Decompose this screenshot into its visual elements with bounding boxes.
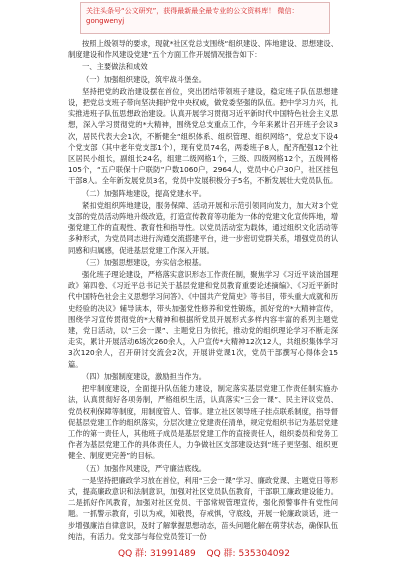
promo-banner <box>80 2 330 34</box>
intro-paragraph: 按照上级领导的要求，现就*社区党总支围绕“组织建设、阵地建设、思想建设、制度建设和作风建设党建”五个方面工作开展情况报告如下： <box>68 39 338 60</box>
item-title: （二）加强阵地建设，提高党建水平。 <box>82 188 207 198</box>
qq-group-2: QQ 群: 535304092 <box>206 549 290 559</box>
item-title: （一）加强组织建设，筑牢战斗堡垒。 <box>82 74 207 84</box>
item-title: （三）加强思想建设，夯实信念根基。 <box>82 257 207 267</box>
promo-banner-text: 关注头条号“公文研究”，获得最新最全最专业的公文资料库！ 微信：gongwenyj <box>86 7 299 25</box>
item-body: 把牢制度建设，全面提升队伍能力建设，制定落实基层党建工作责任制实施办法，认真贯彻好各项务制，严格组织生活，认真落实“三会一课”、民主评议党员、党员权利保障等制度，用制度管人、管事。建立社区领导班子挂点联系制度，指导督促基层党建工作的组织落实，分层次建立党建责任清单，规定党组织书记为基层党建工作的第一责任人，其他班子成员是基层党建工作的直接责任人，组织委员和党务工作者为基层党建工作的具体责任人，力争做社区支部建设达到“班子更坚强、组织更健全、制度更完善”的目标。 <box>68 384 338 461</box>
item-title: （四）加强制度建设，激励担当作为。 <box>82 371 207 381</box>
item-body: 强化班子理论建设，严格落实意识形态工作责任制，聚焦学习《习近平谈治国理政》第四卷、《习近平总书记关于基层党建和党员教育重要论述摘编》、《习近平新时代中国特色社会主义思想学习问答》、《中国共产党简史》等书目，带头重大成就和历史经验的决议》辅导读本，带头加强党性修养和党性锻炼，抓好党的*大精神宣传，围绕学习宣传贯彻党的*大精神和根据所党员开展形式多样内容丰富的系列主题党建，党日活动，以“三会一课”、主题党日为依托，推动党的组织理论学习不断走深走实，累计开展活动6场次260余人，入户宣传*大精神12次12人，共组织集体学习3次120余人，召开研讨交流会2次，开展讲党课1次，党员干部撰写心得体会15篇。 <box>68 270 338 369</box>
section-heading: 一、主要做法和成效 <box>82 62 148 72</box>
qq-group-1: QQ 群: 31991489 <box>118 549 196 559</box>
item-body: 坚持把党的政治建设摆在首位，突出团结带领班子建设，稳定班子队伍思想建设，把党总支班子带向坚决拥护党中央权威，做党委坚强的队伍。把中学习力兴，扎实推进班子队伍思想政治建设。认真开展学习贯彻习近平新时代中国特色社会主义思想，深入学习贯彻党的*大精神，围绕党总支重点工作，今年来累计召开班子会议3次，居民代表大会1次，不断健全“组织体系、组织管理、组织网络”，党总支下设4个党支部（其中老年党支部1个），现有党员74名，两委班子8人，配齐配强12个社区居民小组长，副组长24名，组建二级网格1个，三级、四级网格12个，五级网格105个，“五户联保十户联防”户数1060户，2964人，党员中心户30户，社区挂包干部8人。全年新发展党员3名，党员中发展积极分子5名，不断发展壮大党员队伍。 <box>68 86 338 186</box>
item-title: （五）加强作风建设，严守廉洁底线。 <box>82 463 207 473</box>
document-body <box>68 38 338 548</box>
footer-contact <box>118 547 290 561</box>
item-body: 一是坚持把廉政学习放在首位，利用“三会一课”学习、廉政党课、主题党日等形式，提高廉政意识和法制意识，加强对社区党员队伍教育，干部职工廉政建设能力。二是抓好作风教育，加强对社区党员、干部常规管理宣传，强化预警事件有党性问题。一抓警示教育，引以为戒，知敬畏，存戒惧，守底线，开展一轮廉政谈话，进一步增强廉洁自律意识，及时了解掌握思想动态，苗头问题化解在萌芽状态，确保队伍纯洁，有活力。党支部与每位党员签订一份 <box>68 475 338 541</box>
item-body: 紧扣党组织阵地建设，服务保障、活动开展和示范引领同向发力，加大对3个党支部的党员活动阵地升级改造，打造宣传教育等功能为一体的党建文化宣传阵地，增强党建工作的直观性、教育性和指导性。以党员活动室为载体，通过组织文化活动等多种形式，为党员同志进行沟通交流搭建平台，进一步密切党群关系，增强党员的认同感和归属感，促进基层党建工作深入开展。 <box>68 200 338 255</box>
